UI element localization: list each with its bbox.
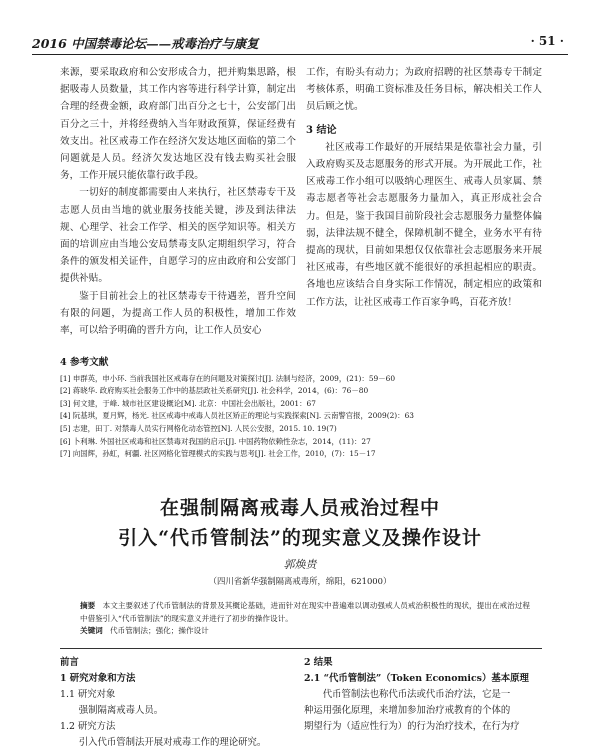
- reference-item: [4] 阮基琪，夏月辉，杨光. 社区戒毒中戒毒人员社区矫正的理论与实践探索[N]. 云南警官报，2009(2)：63: [60, 411, 414, 421]
- section-heading: 1 研究对象和方法: [60, 673, 136, 684]
- preface-heading: 前言: [60, 657, 79, 668]
- author-affiliation: （四川省新华强制隔离戒毒所，绵阳，621000）: [208, 576, 392, 586]
- paragraph: 引入代币管制法开展对戒毒工作的理论研究。: [78, 737, 267, 748]
- running-header: [32, 32, 568, 55]
- article-title: [40, 493, 560, 553]
- journal-title: 2016 中国禁毒论坛——戒毒治疗与康复: [32, 36, 259, 51]
- body-right-column: [304, 655, 542, 735]
- paragraph-line: 种运用强化原理，来增加参加治疗戒教育的个体的: [304, 705, 511, 716]
- section-heading-conclusion: 3 结论: [306, 124, 337, 136]
- paragraph: 社区戒毒工作最好的开展结果是依靠社会力量，引入政府购买及志愿服务的形式开展。为开展此工作，社区戒毒工作小组可以吸纳心理医生、戒毒人员家属、禁毒志愿者等社会志愿服务力量加入，真正形成社会合力。但是，鉴于我国目前阶段社会志愿服务力量整体偏弱，法律法规不健全，保障机制不健全，业务水平有待提高的现状，目前如果想仅仅依靠社会志愿服务来开展社区戒毒，有些地区就不能很好的承担起相应的职责。各地也应该结合自身实际工作情况，制定相应的政策和工作方法，让社区戒毒工作百家争鸣，百花齐放！: [306, 141, 542, 308]
- keywords-text: 代币管制法；强化；操作设计: [110, 626, 209, 636]
- page-number: · 51 ·: [530, 34, 564, 48]
- paragraph: 来源，要采取政府和公安形成合力，把并购集思路，根据吸毒人员数量，其工作内容等进行科学计算，制定出合理的经费金额，政府部门出百分之七十，公安部门出百分之三十，并将经费纳入当年财政预算，保证经费有效支出。社区戒毒工作在经济欠发达地区面临的第二个问题就是人员。经济欠发达地区没有钱去购买社会服务，工作开展只能依靠行政手段。: [60, 67, 296, 182]
- body-left-column: [60, 655, 298, 751]
- paragraph-line: 代币管制法也称代币法或代币治疗法，它是一: [322, 689, 511, 700]
- references-section: [60, 357, 560, 461]
- abstract-text: 本文主要叙述了代币管制法的背景及其概论基础，进而针对在现实中普遍难以调动强戒人员戒治积极性的现状，提出在戒治过程中借鉴引入“代币管制法”的现实意义并进行了初步的操作设计。: [80, 601, 530, 623]
- right-text-column: [306, 64, 542, 311]
- abstract-label: 摘要: [80, 601, 96, 610]
- reference-item: [3] 何文建，于峰. 城市社区建设概论[M]. 北京：中国社会出版社，2001：67: [60, 398, 316, 408]
- subsection-heading: 1.1 研究对象: [60, 689, 116, 700]
- subsection-heading: 1.2 研究方法: [60, 721, 116, 732]
- subsection-heading: 2.1 “代币管制法”（Token Economics）基本原理: [304, 673, 529, 684]
- reference-item: [1] 申群英，申小环. 当前我国社区戒毒存在的问题及对策探讨[J]. 法制与经济，2009，(21)：59－60: [60, 373, 396, 383]
- paragraph-line: 期望行为（适应性行为）的行为治疗技术，在行为疗: [304, 721, 520, 732]
- article-title-line1: 在强制隔离戒毒人员戒治过程中: [159, 497, 440, 519]
- article-title-line2: 引入“代币管制法”的现实意义及操作设计: [118, 527, 482, 549]
- reference-item: [5] 志建，田丁. 对禁毒人员实行网格化动态管控[N]. 人民公安报，2015. 10. 19(7): [60, 423, 337, 433]
- paragraph: 一切好的制度都需要由人来执行，社区禁毒专干及志愿人员由当地的就业服务技能关键，涉及到法律法规、心理学、社会工作学、相关的医学知识等。相关方面的培训应由当地公安局禁毒支队定期组织学习，符合条件的颁发相关证件，自愿学习的应由政府和公安部门提供补贴。: [60, 187, 296, 285]
- author-name: 郭焕贵: [283, 558, 317, 571]
- reference-item: [6] 卜利琳. 外国社区戒毒和社区禁毒对我国的启示[J]. 中国药物依赖性杂志，2014，(11)：27: [60, 436, 371, 446]
- reference-item: [2] 蒋晓华. 政府购买社会服务工作中的基层政社关系研究[J]. 社会科学，2014，(6)：76－80: [60, 386, 369, 396]
- reference-item: [7] 向国辉，孙虹，柯疆. 社区网格化管理模式的实践与思考[J]. 社会工作，2010，(7)：15－17: [60, 449, 376, 459]
- paragraph: 工作，有盼头有动力；为政府招聘的社区禁毒专干制定考核体系，明确工资标准及任务目标，解决相关工作人员后顾之忧。: [306, 67, 542, 113]
- abstract: [80, 600, 530, 638]
- paragraph: 鉴于目前社会上的社区禁毒专干待遇差，晋升空间有限的问题，为提高工作人员的积极性，增加工作效率，可以给予明确的晋升方向，让工作人员安心: [60, 290, 296, 337]
- section-heading: 2 结果: [304, 657, 333, 668]
- paragraph: 强制隔离戒毒人员。: [78, 705, 164, 716]
- keywords-label: 关键词: [80, 626, 103, 636]
- divider: [60, 648, 542, 649]
- references-heading: 4 参考文献: [60, 357, 109, 368]
- left-text-column: [60, 64, 296, 339]
